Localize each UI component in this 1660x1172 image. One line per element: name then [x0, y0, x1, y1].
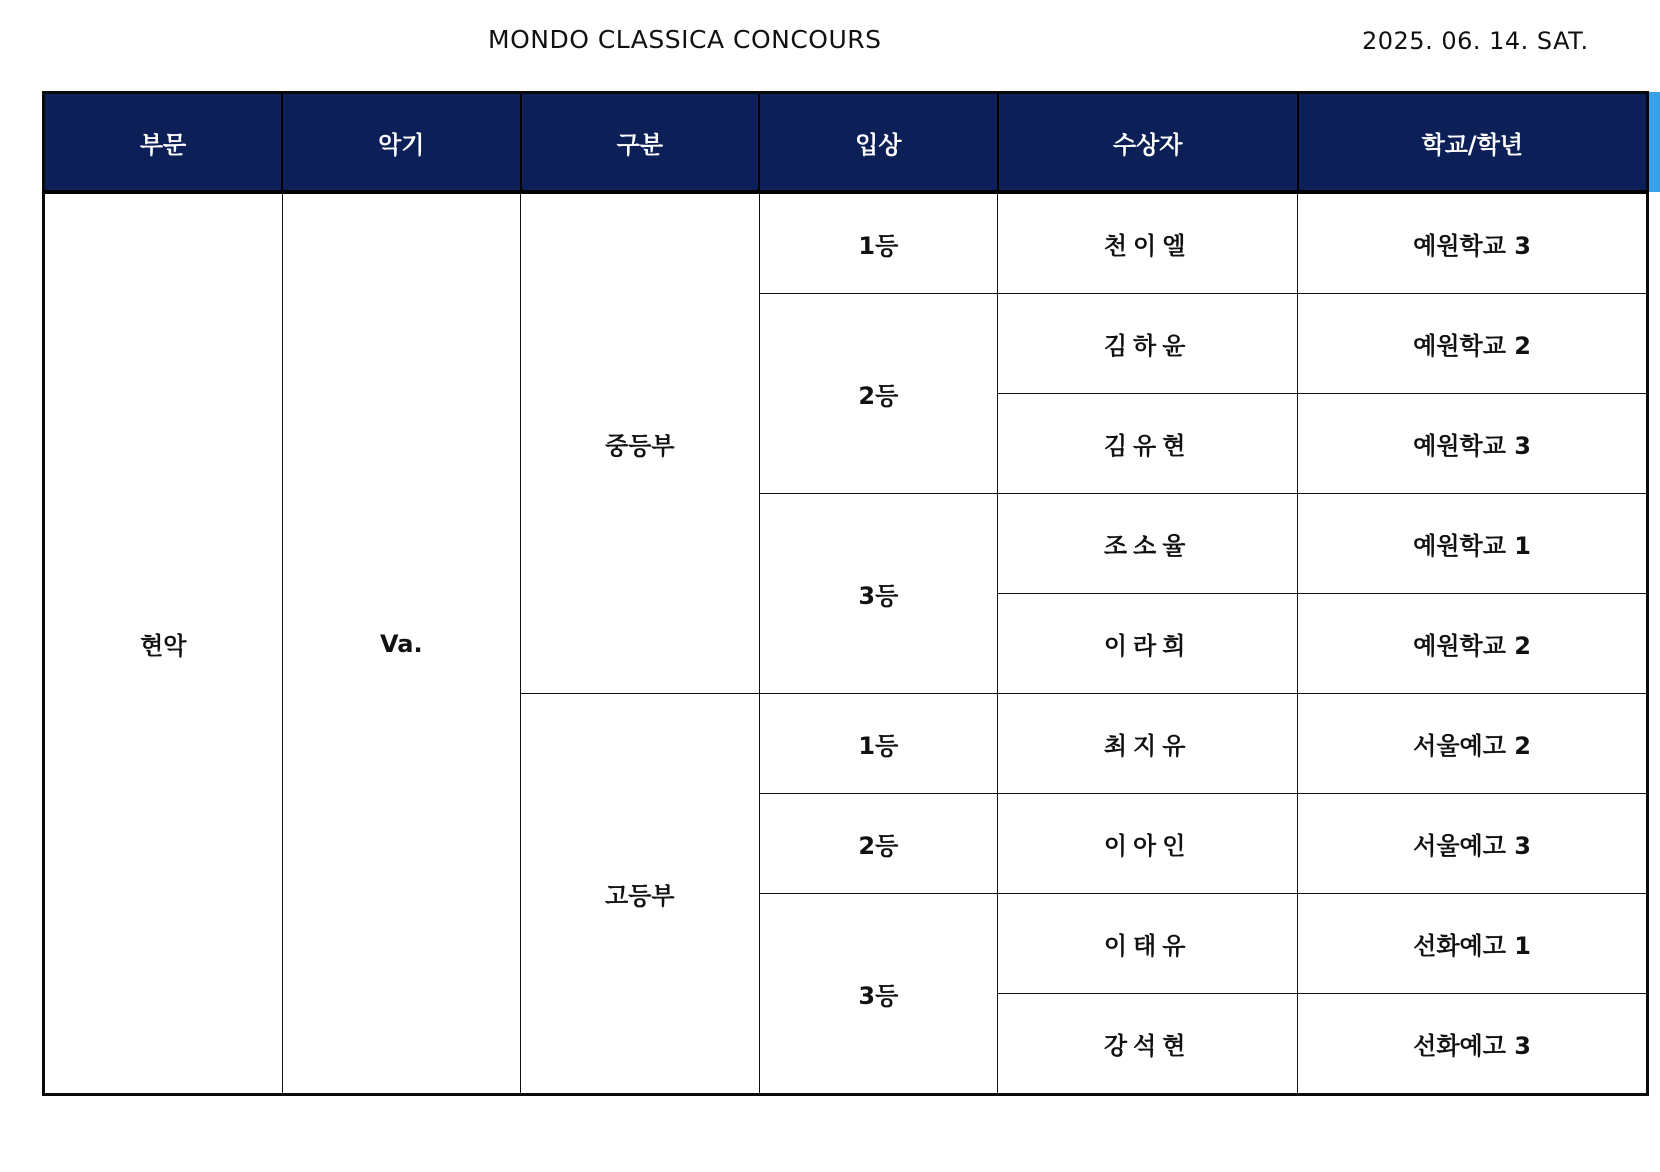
- winner-name: 이아인: [998, 794, 1298, 894]
- column-header-rank: 입상: [759, 93, 998, 193]
- accent-bar: [1649, 92, 1660, 192]
- column-header-instrument: 악기: [282, 93, 521, 193]
- winner-name: 이라희: [998, 594, 1298, 694]
- results-table: [42, 91, 1649, 1096]
- winner-name: 강석현: [998, 994, 1298, 1095]
- winner-name: 최지유: [998, 694, 1298, 794]
- school-grade: 서울예고 2: [1298, 694, 1648, 794]
- document-date: 2025. 06. 14. SAT.: [1362, 27, 1589, 55]
- school-grade: 선화예고 1: [1298, 894, 1648, 994]
- column-header-school-grade: 학교/학년: [1298, 93, 1648, 193]
- page-header: [0, 0, 1660, 90]
- instrument-cell: Va.: [282, 192, 521, 1095]
- rank-cell: 1등: [759, 694, 998, 794]
- school-grade: 예원학교 2: [1298, 294, 1648, 394]
- school-grade: 서울예고 3: [1298, 794, 1648, 894]
- category-cell-high: 고등부: [521, 694, 760, 1095]
- school-grade: 선화예고 3: [1298, 994, 1648, 1095]
- table-row: [44, 192, 1648, 294]
- winner-name: 김하윤: [998, 294, 1298, 394]
- winner-name: 조소율: [998, 494, 1298, 594]
- column-header-division: 부문: [44, 93, 283, 193]
- column-header-winner: 수상자: [998, 93, 1298, 193]
- school-grade: 예원학교 3: [1298, 192, 1648, 294]
- winner-name: 이태유: [998, 894, 1298, 994]
- category-cell-middle: 중등부: [521, 192, 760, 694]
- division-cell: 현악: [44, 192, 283, 1095]
- school-grade: 예원학교 3: [1298, 394, 1648, 494]
- winner-name: 김유현: [998, 394, 1298, 494]
- rank-cell: 3등: [759, 494, 998, 694]
- column-header-category: 구분: [521, 93, 760, 193]
- rank-cell: 3등: [759, 894, 998, 1095]
- rank-cell: 2등: [759, 294, 998, 494]
- table-header-row: [44, 93, 1648, 193]
- rank-cell: 1등: [759, 192, 998, 294]
- winner-name: 천이엘: [998, 192, 1298, 294]
- school-grade: 예원학교 1: [1298, 494, 1648, 594]
- school-grade: 예원학교 2: [1298, 594, 1648, 694]
- rank-cell: 2등: [759, 794, 998, 894]
- document-title: MONDO CLASSICA CONCOURS: [488, 25, 882, 54]
